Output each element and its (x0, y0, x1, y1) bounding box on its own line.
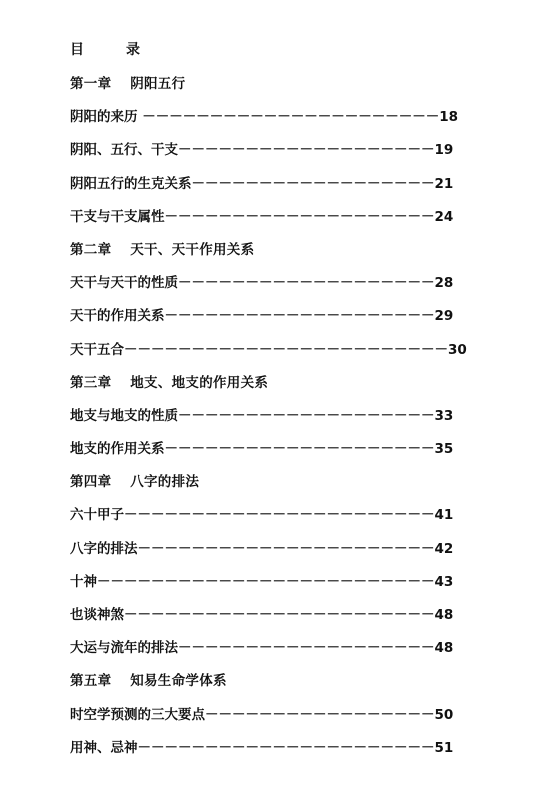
chapter-heading: 第二章 天干、天干作用关系 (70, 241, 255, 258)
toc-entry: 十神－－－－－－－－－－－－－－－－－－－－－－－－－43 (70, 573, 454, 590)
toc-entry: 天干与天干的性质－－－－－－－－－－－－－－－－－－－28 (70, 275, 454, 292)
toc-entry: 地支的作用关系－－－－－－－－－－－－－－－－－－－－35 (70, 441, 454, 458)
toc-entry: 八字的排法－－－－－－－－－－－－－－－－－－－－－－42 (70, 540, 454, 557)
chapter-heading: 第一章 阴阳五行 (70, 76, 186, 92)
toc-entry: 也谈神煞－－－－－－－－－－－－－－－－－－－－－－－48 (70, 607, 454, 623)
toc-entry: 天干的作用关系－－－－－－－－－－－－－－－－－－－－29 (70, 308, 454, 325)
chapter-heading: 第三章 地支、地支的作用关系 (70, 374, 269, 391)
toc-entry: 阴阳、五行、干支－－－－－－－－－－－－－－－－－－－19 (70, 142, 454, 159)
toc-title: 目 录 (70, 42, 140, 58)
toc-entry: 阴阳五行的生克关系－－－－－－－－－－－－－－－－－－21 (70, 175, 454, 192)
toc-entry: 用神、忌神－－－－－－－－－－－－－－－－－－－－－－51 (70, 739, 454, 756)
toc-entry: 天干五合－－－－－－－－－－－－－－－－－－－－－－－－30 (70, 341, 467, 358)
toc-entry: 干支与干支属性－－－－－－－－－－－－－－－－－－－－24 (70, 208, 454, 225)
toc-entry: 六十甲子－－－－－－－－－－－－－－－－－－－－－－－41 (70, 507, 454, 524)
toc-entry: 地支与地支的性质－－－－－－－－－－－－－－－－－－－33 (70, 407, 454, 424)
toc-entry: 大运与流年的排法－－－－－－－－－－－－－－－－－－－48 (70, 640, 454, 657)
chapter-heading: 第四章 八字的排法 (70, 474, 200, 491)
toc-list (70, 74, 470, 771)
toc-entry: 时空学预测的三大要点－－－－－－－－－－－－－－－－－50 (70, 706, 454, 723)
toc-entry: 阴阳的来历 －－－－－－－－－－－－－－－－－－－－－－18 (70, 109, 458, 126)
chapter-heading: 第五章 知易生命学体系 (70, 673, 227, 690)
